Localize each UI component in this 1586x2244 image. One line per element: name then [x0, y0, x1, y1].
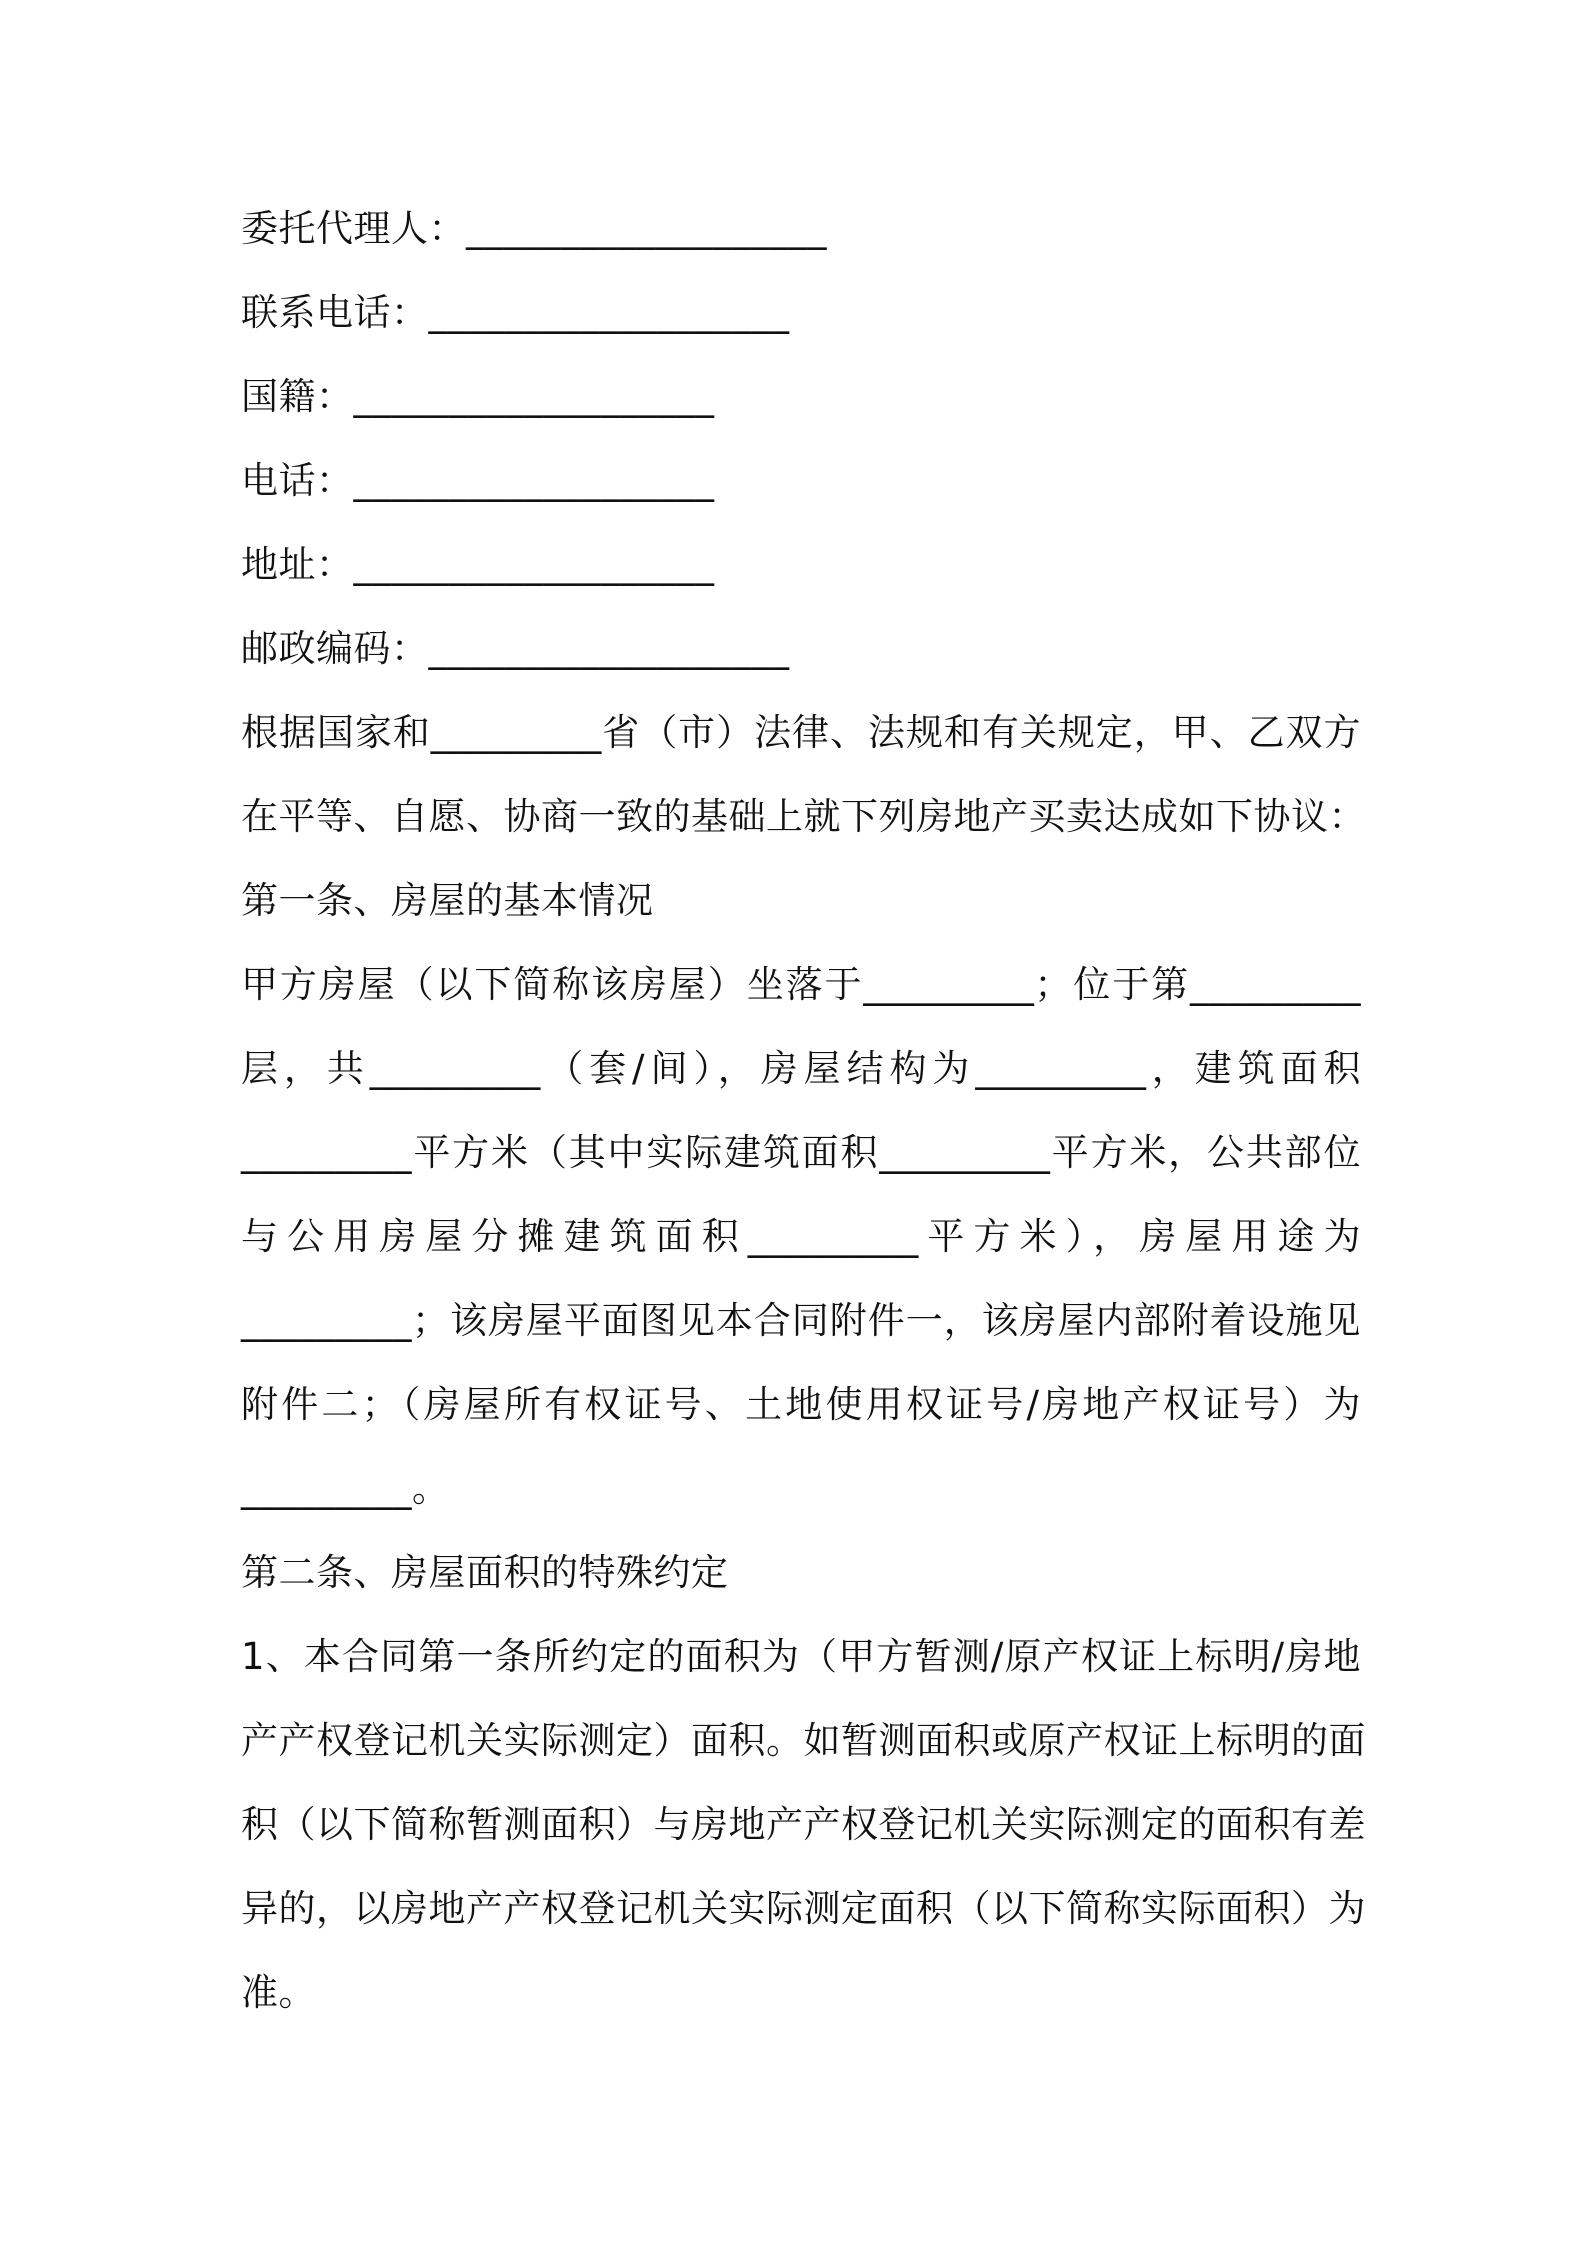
article-1-paragraph-line: _________。: [241, 1467, 450, 1510]
article-2-clause-1-line: 准。: [241, 1971, 316, 2014]
nationality-field-line: 国籍：___________________: [241, 375, 715, 418]
address-field-line: 地址：___________________: [241, 543, 715, 586]
article-1-heading: 第一条、房屋的基本情况: [241, 879, 654, 922]
article-2-clause-1-line: 1、本合同第一条所约定的面积为（甲方暂测/原产权证上标明/房地: [241, 1635, 1361, 1678]
article-2-clause-1-line: 产产权登记机关实际测定）面积。如暂测面积或原产权证上标明的面: [241, 1719, 1366, 1762]
article-2-heading: 第二条、房屋面积的特殊约定: [241, 1551, 729, 1594]
article-1-paragraph-line: _________平方米（其中实际建筑面积_________平方米，公共部位: [241, 1131, 1361, 1174]
article-1-paragraph-line: 与公用房屋分摊建筑面积_________平方米），房屋用途为: [241, 1215, 1361, 1258]
article-1-paragraph-line: 甲方房屋（以下简称该房屋）坐落于_________；位于第_________: [241, 963, 1361, 1006]
article-2-clause-1-line: 异的，以房地产产权登记机关实际测定面积（以下简称实际面积）为: [241, 1887, 1366, 1930]
article-2-clause-1-line: 积（以下简称暂测面积）与房地产产权登记机关实际测定的面积有差: [241, 1803, 1366, 1846]
preamble-line-1: 根据国家和_________省（市）法律、法规和有关规定，甲、乙双方: [241, 711, 1361, 754]
agent-field-line: 委托代理人：___________________: [241, 207, 827, 250]
article-1-paragraph-line: 附件二；（房屋所有权证号、土地使用权证号/房地产权证号）为: [241, 1383, 1361, 1426]
article-1-paragraph-line: _________；该房屋平面图见本合同附件一，该房屋内部附着设施见: [241, 1299, 1361, 1342]
article-1-paragraph-line: 层，共_________（套/间），房屋结构为_________，建筑面积: [241, 1047, 1361, 1090]
preamble-line-2: 在平等、自愿、协商一致的基础上就下列房地产买卖达成如下协议：: [241, 795, 1366, 838]
postal-code-field-line: 邮政编码：___________________: [241, 627, 790, 670]
phone-field-line: 电话：___________________: [241, 459, 715, 502]
contact-phone-field-line: 联系电话：___________________: [241, 291, 790, 334]
